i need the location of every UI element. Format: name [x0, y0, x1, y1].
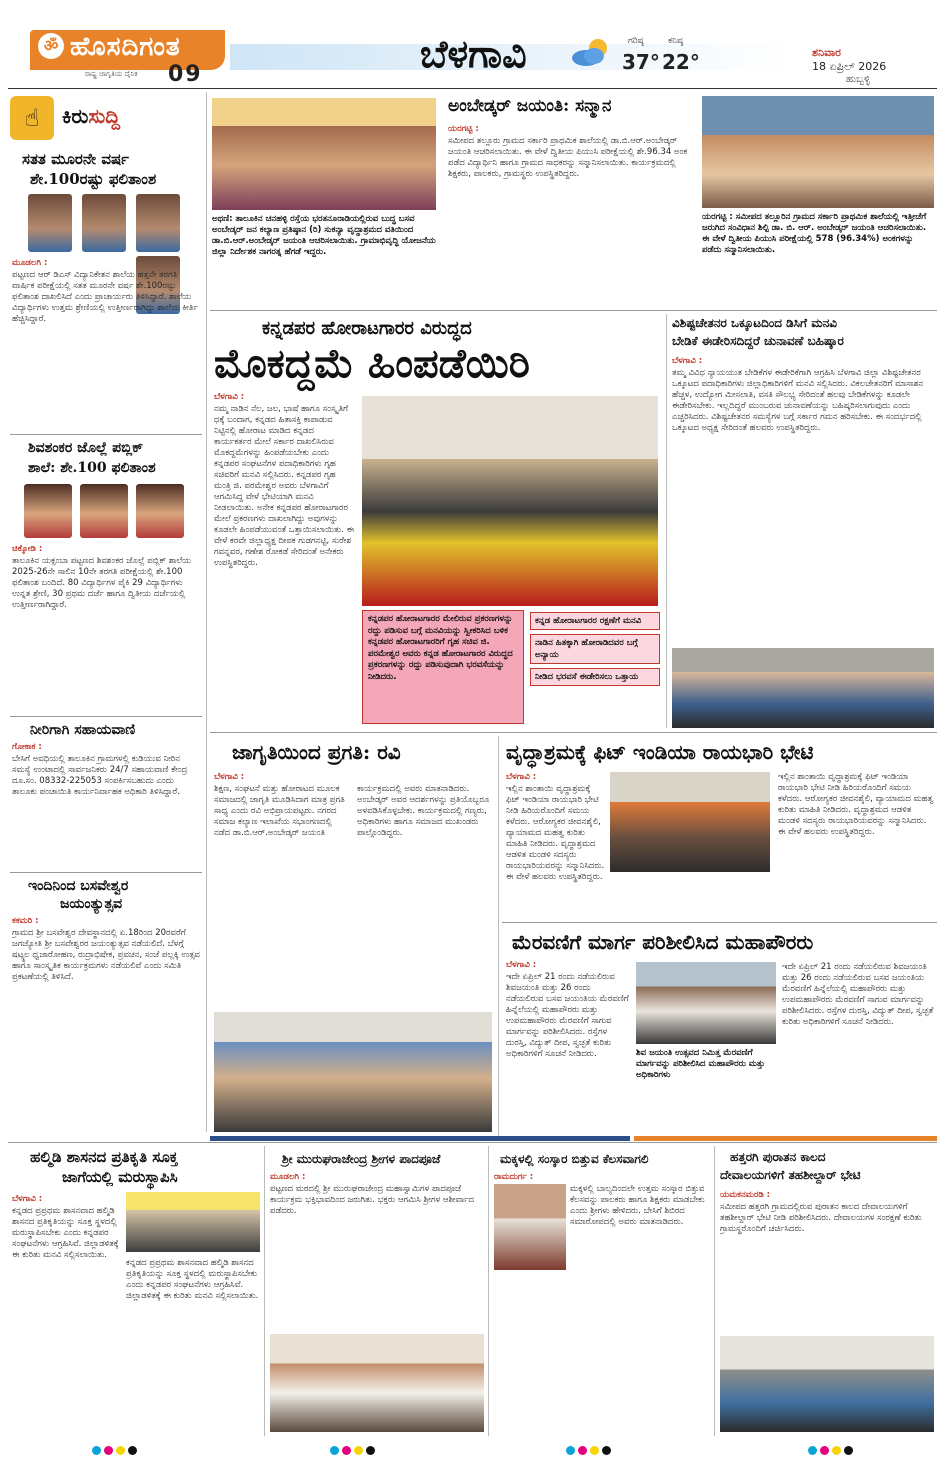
jagruti-photo: [214, 1012, 492, 1132]
ambedkar-headline: ಅಂಬೇಡ್ಕರ್ ಜಯಂತಿ: ಸನ್ಮಾನ: [448, 96, 612, 116]
bottom4-dateline: [720, 1190, 770, 1201]
story1-body-a: [12, 258, 130, 269]
bottom2-headline: ಶ್ರೀ ಮುರುಘರಾಜೇಂದ್ರ ಶ್ರೀಗಳ ಪಾದಪೂಜೆ: [282, 1152, 441, 1166]
bottom1-photo: [126, 1192, 260, 1252]
column-divider: [264, 1146, 265, 1436]
min-temp: 22°: [662, 50, 700, 74]
suddi-label: ಸುದ್ದಿ: [88, 104, 121, 128]
brand-title: ಹೊಸದಿಗಂತ: [70, 32, 181, 62]
bottom3-body: ಮಕ್ಕಳಲ್ಲಿ ಬಾಲ್ಯದಿಂದಲೇ ಉತ್ತಮ ಸಂಸ್ಕಾರ ಬಿತ್ತುವ ಕೆಲಸವನ್ನು ಪಾಲಕರು ಹಾಗೂ ಶಿಕ್ಷಕರು ಮಾಡಬೇಕು ಎಂದು ಶ್ರೀಗಳು ಹೇಳಿದರು. ಬೇಸಿಗೆ ಶಿಬಿರದ ಸಮಾರೋಪದಲ್ಲಿ ಅವರು ಮಾತನಾಡಿದರು.: [570, 1184, 705, 1227]
student-photo: [82, 194, 126, 252]
brand-tagline: ರಾಷ್ಟ್ರ ಜಾಗೃತಿಯ ದೈನಿಕ: [85, 70, 138, 78]
lead-body: ನಮ್ಮ ನಾಡಿನ ನೆಲ, ಜಲ, ಭಾಷೆ ಹಾಗೂ ಸಂಸ್ಕೃತಿಗೆ ಧಕ್ಕೆ ಬಂದಾಗ, ಕನ್ನಡದ ಹಿತಾಸಕ್ತಿ ಕಾಪಾಡುವ ನಿಟ್ಟಿನಲ್ಲಿ ಹೋರಾಟ ಮಾಡಿದ ಕನ್ನಡದ ಕಾರ್ಯಕರ್ತರ ಮೇಲೆ ಸರ್ಕಾರ ದಾಖಲಿಸಿರುವ ಮೊಕದ್ದಮೆಗಳನ್ನು ಹಿಂಪಡೆಯಬೇಕು ಎಂದು ಕನ್ನಡಪರ ಸಂಘಟನೆಗಳ ಪದಾಧಿಕಾರಿಗಳು ಗೃಹ ಸಚಿವರಿಗೆ ಮನವಿ ಸಲ್ಲಿಸಿದರು. ಕನ್ನಡಪರ ಗೃಹ ಮಂತ್ರಿ ಜಿ. ಪರಮೇಶ್ವರ ಅವರು ಬೆಳಗಾವಿಗೆ ಆಗಮಿಸಿದ್ದ ವೇಳೆ ಭೇಟಿಯಾಗಿ ಮನವಿ ನೀಡಲಾಯಿತು. ಅನೇಕ ಕನ್ನಡಪರ ಹೋರಾಟಗಾರರ ಮೇಲೆ ಪ್ರಕರಣಗಳು ದಾಖಲಾಗಿದ್ದು ಅವುಗಳನ್ನು ಕೂಡಲೇ ಹಿಂಪಡೆಯುವಂತೆ ಒತ್ತಾಯಿಸಲಾಯಿತು. ಈ ವೇಳೆ ಕರವೇ ಜಿಲ್ಲಾಧ್ಯಕ್ಷ ದೀಪಕ ಗುಡಗನಟ್ಟಿ, ಸುರೇಶ ಗವನ್ನವರ, ಗಣೇಶ ರೋಕಡೆ ಸೇರಿದಂತೆ ಅನೇಕರು ಉಪಸ್ಥಿತರಿದ್ದರು.: [214, 404, 354, 568]
vriddha-dateline: [506, 772, 536, 783]
callout-item: ನಾಡಿನ ಹಿತಕ್ಕಾಗಿ ಹೋರಾಡಿದವರ ಬಗ್ಗೆ ಅನ್ಯಾಯ: [530, 634, 660, 664]
brand-logo: ॐ: [38, 33, 64, 59]
column-divider: [714, 1146, 715, 1436]
story2-headline-1: ಶಿವಶಂಕರ ಜೊಲ್ಲೆ ಪಬ್ಲಿಕ್: [28, 440, 144, 456]
jagruti-dateline-text: ಬೆಳಗಾವಿ :: [214, 772, 245, 782]
vriddha-body: ಇಲ್ಲಿನ ಶಾಂತಾಯಿ ವೃದ್ಧಾಶ್ರಮಕ್ಕೆ ಫಿಟ್ ಇಂಡಿಯಾ ರಾಯಭಾರಿ ಭೇಟಿ ನೀಡಿ ಹಿರಿಯರೊಂದಿಗೆ ಸಮಯ ಕಳೆದರು. ಆರೋಗ್ಯಕರ ಜೀವನಶೈಲಿ, ವ್ಯಾಯಾಮದ ಮಹತ್ವ ಕುರಿತು ಮಾಹಿತಿ ನೀಡಿದರು. ವೃದ್ಧಾಶ್ರಮದ ಆಡಳಿತ ಮಂಡಳಿ ಸದಸ್ಯರು ರಾಯಭಾರಿಯವರನ್ನು ಸನ್ಮಾನಿಸಿದರು. ಈ ವೇಳೆ ಹಲವರು ಉಪಸ್ಥಿತರಿದ್ದರು.: [506, 784, 605, 882]
issue-city: ಹುಬ್ಬಳ್ಳಿ: [846, 74, 871, 85]
lead-kicker: ಕನ್ನಡಪರ ಹೋರಾಟಗಾರರ ವಿರುದ್ಧದ: [262, 318, 472, 339]
story2-body: ತಾಲೂಕಿನ ಯಕ್ಸಂಬಾ ಪಟ್ಟಣದ ಶಿವಶಂಕರ ಜೊಲ್ಲೆ ಪಬ್ಲಿಕ್ ಶಾಲೆಯ 2025-26ನೇ ಸಾಲಿನ 10ನೇ ತರಗತಿ ಪರೀಕ್ಷೆಯಲ್ಲಿ ಶೇ.100 ಫಲಿತಾಂಶ ಬಂದಿದೆ. 80 ವಿದ್ಯಾರ್ಥಿಗಳ ಪೈಕಿ 29 ವಿದ್ಯಾರ್ಥಿಗಳು ಉನ್ನತ ಶ್ರೇಣಿ, 30 ಪ್ರಥಮ ದರ್ಜೆ ಹಾಗೂ ದ್ವಿತೀಯ ದರ್ಜೆಯಲ್ಲಿ ಉತ್ತೀರ್ಣರಾಗಿದ್ದಾರೆ.: [12, 556, 192, 610]
column-divider: [488, 1146, 489, 1436]
ambedkar-body: ಸಮೀಪದ ತಲ್ಲೂರು ಗ್ರಾಮದ ಸರ್ಕಾರಿ ಪ್ರಾಥಮಿಕ ಶಾಲೆಯಲ್ಲಿ ಡಾ.ಬಿ.ಆರ್.ಅಂಬೇಡ್ಕರ್ ಜಯಂತಿ ಆಚರಿಸಲಾಯಿತು. ಈ ವೇಳೆ ದ್ವಿತೀಯ ಪಿಯುಸಿ ಪರೀಕ್ಷೆಯಲ್ಲಿ ಶೇ.96.34 ಅಂಕ ಪಡೆದ ವಿದ್ಯಾರ್ಥಿನಿ ಹಾಗೂ ಗ್ರಾಮದ ಸಾಧಕರನ್ನು ಸನ್ಮಾನಿಸಲಾಯಿತು. ಕಾರ್ಯಕ್ರಮದಲ್ಲಿ ಶಿಕ್ಷಕರು, ಪಾಲಕರು, ಗ್ರಾಮಸ್ಥರು ಉಪಸ್ಥಿತರಿದ್ದರು.: [448, 136, 688, 179]
story2-headline-2: ಶಾಲೆ: ಶೇ.100 ಫಲಿತಾಂಶ: [28, 460, 156, 476]
jagruti-body: ಶಿಕ್ಷಣ, ಸಂಘಟನೆ ಮತ್ತು ಹೋರಾಟದ ಮೂಲಕ ಸಮಾಜದಲ್ಲಿ ಜಾಗೃತಿ ಮೂಡಿಸಿದಾಗ ಮಾತ್ರ ಪ್ರಗತಿ ಸಾಧ್ಯ ಎಂದು ರವಿ ಅಭಿಪ್ರಾಯಪಟ್ಟರು. ನಗರದ ಸಮಾಜ ಕಲ್ಯಾಣ ಇಲಾಖೆಯ ಸಭಾಂಗಣದಲ್ಲಿ ನಡೆದ ಡಾ.ಬಿ.ಆರ್.ಅಂಬೇಡ್ಕರ್ ಜಯಂತಿ ಕಾರ್ಯಕ್ರಮದಲ್ಲಿ ಅವರು ಮಾತನಾಡಿದರು. ಅಂಬೇಡ್ಕರ್ ಅವರ ಆದರ್ಶಗಳನ್ನು ಪ್ರತಿಯೊಬ್ಬರೂ ಅಳವಡಿಸಿಕೊಳ್ಳಬೇಕು. ಕಾರ್ಯಕ್ರಮದಲ್ಲಿ ಗಣ್ಯರು, ಅಧಿಕಾರಿಗಳು ಹಾಗೂ ಸಮಾಜದ ಮುಖಂಡರು ಪಾಲ್ಗೊಂಡಿದ್ದರು.: [214, 784, 490, 838]
bottom3-photo: [494, 1184, 566, 1270]
ambedkar-event-photo: [212, 98, 436, 210]
bottom3-headline: ಮಕ್ಕಳಲ್ಲಿ ಸಂಸ್ಕಾರ ಬಿತ್ತುವ ಕೆಲಸವಾಗಲಿ: [500, 1152, 649, 1166]
story3-dateline-text: ಗೋಕಾಕ :: [12, 742, 42, 752]
bottom1-headline-1: ಹಲ್ಮಿಡಿ ಶಾಸನದ ಪ್ರತಿಕೃತಿ ಸೂಕ್ತ: [30, 1148, 178, 1166]
story2-dateline-text: ಚಿಕ್ಕೋಡಿ :: [12, 544, 43, 554]
story-divider: [10, 872, 202, 873]
bottom1-body-cont: ಕನ್ನಡದ ಪ್ರಪ್ರಥಮ ಶಾಸನವಾದ ಹಲ್ಮಿಡಿ ಶಾಸನದ ಪ್ರತಿಕೃತಿಯನ್ನು ಸೂಕ್ತ ಸ್ಥಳದಲ್ಲಿ ಮರುಸ್ಥಾಪಿಸಬೇಕು ಎಂದು ಕನ್ನಡಪರ ಸಂಘಟನೆಗಳು ಆಗ್ರಹಿಸಿವೆ. ಜಿಲ್ಲಾಡಳಿತಕ್ಕೆ ಈ ಕುರಿತು ಮನವಿ ಸಲ್ಲಿಸಲಾಯಿತು.: [126, 1258, 259, 1301]
column-divider: [498, 736, 499, 1136]
pointing-hand-icon: ☝: [10, 96, 54, 140]
meravanige-headline: ಮೆರವಣಿಗೆ ಮಾರ್ಗ ಪರಿಶೀಲಿಸಿದ ಮಹಾಪೌರರು: [512, 930, 814, 954]
story4-headline-2: ಜಯಂತ್ಯುತ್ಸವ: [60, 896, 123, 912]
story1-headline-2: ಶೇ.100ರಷ್ಟು ಫಲಿತಾಂಶ: [30, 170, 157, 188]
student-photo: [136, 194, 180, 252]
bottom-row-divider: [8, 1142, 937, 1143]
section-strip-blue: [210, 1136, 630, 1141]
story1-body: ಪಟ್ಟಣದ ಆರ್ ಡಿಎಸ್ ವಿದ್ಯಾನಿಕೇತನ ಶಾಲೆಯ ಹತ್ತನೇ ತರಗತಿ ವಾರ್ಷಿಕ ಪರೀಕ್ಷೆಯಲ್ಲಿ ಸತತ ಮೂರನೇ ವರ್ಷ ಶೇ.100ರಷ್ಟು ಫಲಿತಾಂಶ ದಾಖಲಿಸಿದೆ ಎಂದು ಪ್ರಾಚಾರ್ಯರು ತಿಳಿಸಿದ್ದಾರೆ. ಶಾಲೆಯ ವಿದ್ಯಾರ್ಥಿಗಳು ಉತ್ತಮ ಶ್ರೇಣಿಯಲ್ಲಿ ಉತ್ತೀರ್ಣರಾಗಿದ್ದು ಶಾಲೆಯ ಕೀರ್ತಿ ಹೆಚ್ಚಿಸಿದ್ದಾರೆ.: [12, 270, 198, 324]
vriddha-dateline-text: ಬೆಳಗಾವಿ :: [506, 772, 537, 782]
bottom4-headline-2: ದೇವಾಲಯಗಳಿಗೆ ತಹಶೀಲ್ದಾರ್ ಭೇಟಿ: [720, 1168, 861, 1182]
disabled-dateline-text: ಬೆಳಗಾವಿ :: [672, 356, 703, 366]
meravanige-body: ಇದೇ ಏಪ್ರಿಲ್ 21 ರಂದು ನಡೆಯಲಿರುವ ಶಿವಜಯಂತಿ ಮತ್ತು 26 ರಂದು ನಡೆಯಲಿರುವ ಬಸವ ಜಯಂತಿಯ ಮೆರವಣಿಗೆ ಹಿನ್ನೆಲೆಯಲ್ಲಿ ಮಹಾಪೌರರು ಮತ್ತು ಉಪಮಹಾಪೌರರು ಮೆರವಣಿಗೆ ಸಾಗುವ ಮಾರ್ಗವನ್ನು ಪರಿಶೀಲಿಸಿದರು. ರಸ್ತೆಗಳ ದುರಸ್ತಿ, ವಿದ್ಯುತ್ ದೀಪ, ಸ್ವಚ್ಛತೆ ಕುರಿತು ಅಧಿಕಾರಿಗಳಿಗೆ ಸೂಚನೆ ನೀಡಿದರು.: [506, 972, 629, 1059]
bottom4-photo: [720, 1336, 934, 1432]
kiru-label: ಕಿರು: [62, 104, 89, 128]
kiru-suddi-title: [62, 104, 120, 128]
print-registration-dots: [92, 1440, 140, 1459]
vriddha-body-cont: ಇಲ್ಲಿನ ಶಾಂತಾಯಿ ವೃದ್ಧಾಶ್ರಮಕ್ಕೆ ಫಿಟ್ ಇಂಡಿಯಾ ರಾಯಭಾರಿ ಭೇಟಿ ನೀಡಿ ಹಿರಿಯರೊಂದಿಗೆ ಸಮಯ ಕಳೆದರು. ಆರೋಗ್ಯಕರ ಜೀವನಶೈಲಿ, ವ್ಯಾಯಾಮದ ಮಹತ್ವ ಕುರಿತು ಮಾಹಿತಿ ನೀಡಿದರು. ವೃದ್ಧಾಶ್ರಮದ ಆಡಳಿತ ಮಂಡಳಿ ಸದಸ್ಯರು ರಾಯಭಾರಿಯವರನ್ನು ಸನ್ಮಾನಿಸಿದರು. ಈ ವೇಳೆ ಹಲವರು ಉಪಸ್ಥಿತರಿದ್ದರು.: [778, 772, 934, 837]
bottom1-dateline: [12, 1194, 42, 1205]
bottom4-dateline-text: ಯಮಕನಮರಡಿ :: [720, 1190, 771, 1200]
disabled-photo: [672, 648, 934, 728]
story3-body: ಬೇಸಿಗೆ ಅವಧಿಯಲ್ಲಿ ತಾಲೂಕಿನ ಗ್ರಾಮಗಳಲ್ಲಿ ಕುಡಿಯುವ ನೀರಿನ ಸಮಸ್ಯೆ ಉಂಟಾದಲ್ಲಿ ಸಾರ್ವಜನಿಕರು 24/7 ಸಹಾಯವಾಣಿ ಕೇಂದ್ರ ದೂ.ಸಂ. 08332-225053 ಸಂಪರ್ಕಿಸಬಹುದು ಎಂದು ತಾಲೂಕು ಪಂಚಾಯಿತಿ ಕಾರ್ಯನಿರ್ವಾಹಕ ಅಧಿಕಾರಿ ತಿಳಿಸಿದ್ದಾರೆ.: [12, 754, 188, 797]
story-divider: [10, 434, 202, 435]
vriddha-headline: ವೃದ್ಧಾಶ್ರಮಕ್ಕೆ ಫಿಟ್ ಇಂಡಿಯಾ ರಾಯಭಾರಿ ಭೇಟಿ: [506, 740, 814, 764]
print-registration-dots: [330, 1440, 378, 1459]
column-divider: [206, 92, 207, 1132]
lead-headline: ಮೊಕದ್ದಮೆ ಹಿಂಪಡೆಯಿರಿ: [214, 340, 530, 387]
row-divider: [502, 922, 937, 923]
bottom2-dateline-text: ಮೂಡಲಗಿ :: [270, 1172, 306, 1182]
story-divider: [10, 716, 202, 717]
bottom4-headline-1: ಹತ್ತರಗಿ ಪುರಾತನ ಕಾಲದ: [730, 1150, 826, 1164]
story3-headline: ನೀರಿಗಾಗಿ ಸಹಾಯವಾಣಿ: [30, 722, 136, 738]
school-event-caption: ಯರಗಟ್ಟಿ : ಸಮೀಪದ ತಲ್ಲೂರಿನ ಗ್ರಾಮದ ಸರ್ಕಾರಿ ಪ್ರಾಥಮಿಕ ಶಾಲೆಯಲ್ಲಿ ಇತ್ತೀಚೆಗೆ ಜರುಗಿದ ಸಂವಿಧಾನ ಶಿಲ್ಪಿ ಡಾ. ಬಿ. ಆರ್. ಅಂಬೇಡ್ಕರ್ ಜಯಂತಿ ಆಚರಿಸಲಾಯಿತು. ಈ ವೇಳೆ ದ್ವಿತೀಯ ಪಿಯುಸಿ ಪರೀಕ್ಷೆಯಲ್ಲಿ 578 (96.34%) ಅಂಕಗಳನ್ನು ಪಡೆದು ಸನ್ಮಾನಿಸಲಾಯಿತು.: [702, 212, 927, 255]
meravanige-body-cont: ಇದೇ ಏಪ್ರಿಲ್ 21 ರಂದು ನಡೆಯಲಿರುವ ಶಿವಜಯಂತಿ ಮತ್ತು 26 ರಂದು ನಡೆಯಲಿರುವ ಬಸವ ಜಯಂತಿಯ ಮೆರವಣಿಗೆ ಹಿನ್ನೆಲೆಯಲ್ಲಿ ಮಹಾಪೌರರು ಮತ್ತು ಉಪಮಹಾಪೌರರು ಮೆರವಣಿಗೆ ಸಾಗುವ ಮಾರ್ಗವನ್ನು ಪರಿಶೀಲಿಸಿದರು. ರಸ್ತೆಗಳ ದುರಸ್ತಿ, ವಿದ್ಯುತ್ ದೀಪ, ಸ್ವಚ್ಛತೆ ಕುರಿತು ಅಧಿಕಾರಿಗಳಿಗೆ ಸೂಚನೆ ನೀಡಿದರು.: [782, 962, 934, 1027]
print-registration-dots: [808, 1440, 856, 1459]
row-divider: [210, 310, 937, 311]
disabled-dateline: [672, 356, 702, 367]
row-divider: [210, 732, 937, 733]
disabled-body: ತಮ್ಮ ವಿವಿಧ ನ್ಯಾಯಯುತ ಬೇಡಿಕೆಗಳ ಈಡೇರಿಕೆಗಾಗಿ ಆಗ್ರಹಿಸಿ ಬೆಳಗಾವಿ ಜಿಲ್ಲಾ ವಿಶಿಷ್ಟಚೇತನರ ಒಕ್ಕೂಟದ ಪದಾಧಿಕಾರಿಗಳು ಜಿಲ್ಲಾಧಿಕಾರಿಗಳಿಗೆ ಮನವಿ ಸಲ್ಲಿಸಿದರು. ವಿಕಲಚೇತನರಿಗೆ ಮಾಸಾಶನ ಹೆಚ್ಚಳ, ಉದ್ಯೋಗ ಮೀಸಲಾತಿ, ವಸತಿ ಸೌಲಭ್ಯ ಸೇರಿದಂತೆ ಹಲವು ಬೇಡಿಕೆಗಳನ್ನು ಕೂಡಲೇ ಈಡೇರಿಸಬೇಕು. ಇಲ್ಲದಿದ್ದರೆ ಮುಂಬರುವ ಚುನಾವಣೆಯನ್ನು ಬಹಿಷ್ಕರಿಸಲಾಗುವುದು ಎಂದು ಎಚ್ಚರಿಸಿದರು. ವಿಶಿಷ್ಟಚೇತನರ ಸಮಸ್ಯೆಗಳ ಬಗ್ಗೆ ಸರ್ಕಾರ ಗಮನ ಹರಿಸಬೇಕು. ಈ ಸಂದರ್ಭದಲ್ಲಿ ಒಕ್ಕೂಟದ ಅಧ್ಯಕ್ಷ ಸೇರಿದಂತೆ ಹಲವರು ಉಪಸ್ಥಿತರಿದ್ದರು.: [672, 368, 924, 433]
min-temp-label: ಕನಿಷ್ಠ: [668, 36, 684, 46]
bottom3-dateline: [494, 1172, 533, 1183]
page-number: 09: [168, 62, 203, 87]
story4-dateline-text: ಕಕಮರಿ :: [12, 916, 39, 926]
student-photo: [24, 484, 72, 538]
meravanige-dateline-text: ಬೆಳಗಾವಿ :: [506, 960, 537, 970]
vriddha-photo: [610, 772, 770, 872]
story1-dateline: ಮೂಡಲಗಿ :: [12, 258, 48, 268]
bottom1-dateline-text: ಬೆಳಗಾವಿ :: [12, 1194, 43, 1204]
story4-headline-1: ಇಂದಿನಿಂದ ಬಸವೇಶ್ವರ: [28, 878, 129, 894]
story3-dateline: [12, 742, 42, 753]
lead-dateline: [214, 392, 244, 403]
story2-dateline: [12, 544, 42, 555]
bottom2-dateline: [270, 1172, 305, 1183]
meravanige-photo-caption: ಶಿವ ಜಯಂತಿ ಉತ್ಸವದ ನಿಮಿತ್ತ ಮೆರವಣಿಗೆ ಮಾರ್ಗವನ್ನು ಪರಿಶೀಲಿಸಿದ ಮಹಾಪೌರರು ಮತ್ತು ಅಧಿಕಾರಿಗಳು: [636, 1048, 765, 1080]
lead-callout-list: [530, 612, 660, 686]
meravanige-dateline: [506, 960, 536, 971]
masthead-rule: [8, 88, 937, 89]
sun-cloud-icon: [568, 36, 614, 68]
callout-item: ಕನ್ನಡ ಹೋರಾಟಗಾರರ ರಕ್ಷಣೆಗೆ ಮನವಿ: [530, 612, 660, 630]
lead-photo: [362, 396, 658, 606]
school-event-photo: [702, 96, 934, 208]
ambedkar-dateline-text: ಯರಗಟ್ಟಿ :: [448, 124, 479, 134]
issue-day: ಶನಿವಾರ: [812, 46, 841, 59]
student-photo: [28, 194, 72, 252]
print-registration-dots: [566, 1440, 614, 1459]
ambedkar-dateline: [448, 124, 479, 135]
story4-body: ಗ್ರಾಮದ ಶ್ರೀ ಬಸವೇಶ್ವರ ದೇವಸ್ಥಾನದಲ್ಲಿ ಏ.18ರಿಂದ 20ರವರೆಗೆ ಜಗಜ್ಯೋತಿ ಶ್ರೀ ಬಸವೇಶ್ವರರ ಜಯಂತ್ಯುತ್ಸವ ನಡೆಯಲಿದೆ. ಬೆಳಗ್ಗೆ ಷಟ್ಸ್ಥಲ ಧ್ವಜಾರೋಹಣ, ರುದ್ರಾಭಿಷೇಕ, ಪ್ರವಚನ, ಸಂಜೆ ಪಲ್ಲಕ್ಕಿ ಉತ್ಸವ ಹಾಗೂ ಸಾಂಸ್ಕೃತಿಕ ಕಾರ್ಯಕ್ರಮಗಳು ನಡೆಯಲಿವೆ ಎಂದು ಸಮಿತಿ ಪ್ರಕಟಣೆಯಲ್ಲಿ ತಿಳಿಸಿದೆ.: [12, 928, 200, 982]
lead-dateline-text: ಬೆಳಗಾವಿ :: [214, 392, 245, 402]
edition-title: ಬೆಳಗಾವಿ: [420, 32, 527, 76]
bottom2-photo: [270, 1334, 484, 1432]
callout-item: ನೀಡಿದ ಭರವಸೆ ಈಡೇರಿಸಲು ಒತ್ತಾಯ: [530, 668, 660, 686]
column-divider: [666, 314, 667, 728]
bottom4-body: ಸಮೀಪದ ಹತ್ತರಗಿ ಗ್ರಾಮದಲ್ಲಿರುವ ಪುರಾತನ ಕಾಲದ ದೇವಾಲಯಗಳಿಗೆ ತಹಶೀಲ್ದಾರ್ ಭೇಟಿ ನೀಡಿ ಪರಿಶೀಲಿಸಿದರು. ದೇವಾಲಯಗಳ ಸಂರಕ್ಷಣೆ ಕುರಿತು ಗ್ರಾಮಸ್ಥರೊಂದಿಗೆ ಚರ್ಚಿಸಿದರು.: [720, 1202, 922, 1234]
disabled-headline-2: ಬೇಡಿಕೆ ಈಡೇರಿಸದಿದ್ದರೆ ಚುನಾವಣೆ ಬಹಿಷ್ಕಾರ: [672, 334, 844, 348]
story1-headline-1: ಸತತ ಮೂರನೇ ವರ್ಷ: [22, 150, 129, 168]
issue-date: 18 ಏಪ್ರಿಲ್ 2026: [812, 60, 887, 73]
student-photo: [136, 484, 184, 538]
jagruti-dateline: [214, 772, 244, 783]
jagruti-headline: ಜಾಗೃತಿಯಿಂದ ಪ್ರಗತಿ: ರವಿ: [232, 740, 401, 764]
disabled-headline-1: ವಿಶಿಷ್ಟಚೇತನರ ಒಕ್ಕೂಟದಿಂದ ಡಿಸಿಗೆ ಮನವಿ: [672, 316, 838, 330]
story4-dateline: [12, 916, 39, 927]
lead-callout-text: ಕನ್ನಡಪರ ಹೋರಾಟಗಾರರ ಮೇಲಿರುವ ಪ್ರಕರಣಗಳನ್ನು ರದ್ದು ಪಡಿಸುವ ಬಗ್ಗೆ ಮನವಿಯನ್ನು ಸ್ವೀಕರಿಸಿದ ಬಳಿಕ ಕನ್ನಡಪರ ಹೋರಾಟಗಾರರಿಗೆ ಗೃಹ ಸಚಿವ ಜಿ. ಪರಮೇಶ್ವರ ಅವರು ಕನ್ನಡ ಹೋರಾಟಗಾರರ ವಿರುದ್ಧದ ಪ್ರಕರಣಗಳನ್ನು ರದ್ದು ಪಡಿಸುವುದಾಗಿ ಭರವಸೆಯನ್ನು ನೀಡಿದರು.: [368, 614, 513, 682]
student-photo: [80, 484, 128, 538]
meravanige-photo: [636, 962, 776, 1044]
bottom3-dateline-text: ರಾಮದುರ್ಗ :: [494, 1172, 534, 1182]
bottom2-body: ಪಟ್ಟಣದ ಮಠದಲ್ಲಿ ಶ್ರೀ ಮುರುಘರಾಜೇಂದ್ರ ಮಹಾಸ್ವಾಮಿಗಳ ಪಾದಪೂಜೆ ಕಾರ್ಯಕ್ರಮ ಭಕ್ತಿಭಾವದಿಂದ ಜರುಗಿತು. ಭಕ್ತರು ಆಗಮಿಸಿ ಶ್ರೀಗಳ ಆಶೀರ್ವಾದ ಪಡೆದರು.: [270, 1184, 474, 1216]
ambedkar-photo-caption: ಅಥಣಿ: ತಾಲೂಕಿನ ಚನಹಳ್ಳಿ ರಸ್ತೆಯ ಭರತನೂರಾಡಿಯಲ್ಲಿರುವ ಬುದ್ಧ ಬಸವ ಅಂಬೇಡ್ಕರ್ ಜನ ಕಲ್ಯಾಣ ಪ್ರತಿಷ್ಠಾನ (ರಿ) ಸುಕನ್ಯಾ ವೃದ್ಧಾಶ್ರಮದ ವತಿಯಿಂದ ಡಾ.ಬಿ.ಆರ್.ಅಂಬೇಡ್ಕರ್ ಜಯಂತಿ ಆಚರಿಸಲಾಯಿತು. ಗ್ರಾಮಾಭಿವೃದ್ಧಿ ಯೋಜನೆಯ ಜಿಲ್ಲಾ ನಿರ್ದೇಶಕ ನಾಗರತ್ನ ಹೆಗಡೆ ಇದ್ದರು.: [212, 214, 436, 257]
bottom1-headline-2: ಜಾಗೆಯಲ್ಲಿ ಮರುಸ್ಥಾಪಿಸಿ: [62, 1168, 178, 1186]
max-temp-label: ಗರಿಷ್ಠ: [628, 36, 644, 46]
section-strip-orange: [634, 1136, 937, 1141]
max-temp: 37°: [622, 50, 660, 74]
bottom1-body: ಕನ್ನಡದ ಪ್ರಪ್ರಥಮ ಶಾಸನವಾದ ಹಲ್ಮಿಡಿ ಶಾಸನದ ಪ್ರತಿಕೃತಿಯನ್ನು ಸೂಕ್ತ ಸ್ಥಳದಲ್ಲಿ ಮರುಸ್ಥಾಪಿಸಬೇಕು ಎಂದು ಕನ್ನಡಪರ ಸಂಘಟನೆಗಳು ಆಗ್ರಹಿಸಿವೆ. ಜಿಲ್ಲಾಡಳಿತಕ್ಕೆ ಈ ಕುರಿತು ಮನವಿ ಸಲ್ಲಿಸಲಾಯಿತು.: [12, 1206, 119, 1260]
